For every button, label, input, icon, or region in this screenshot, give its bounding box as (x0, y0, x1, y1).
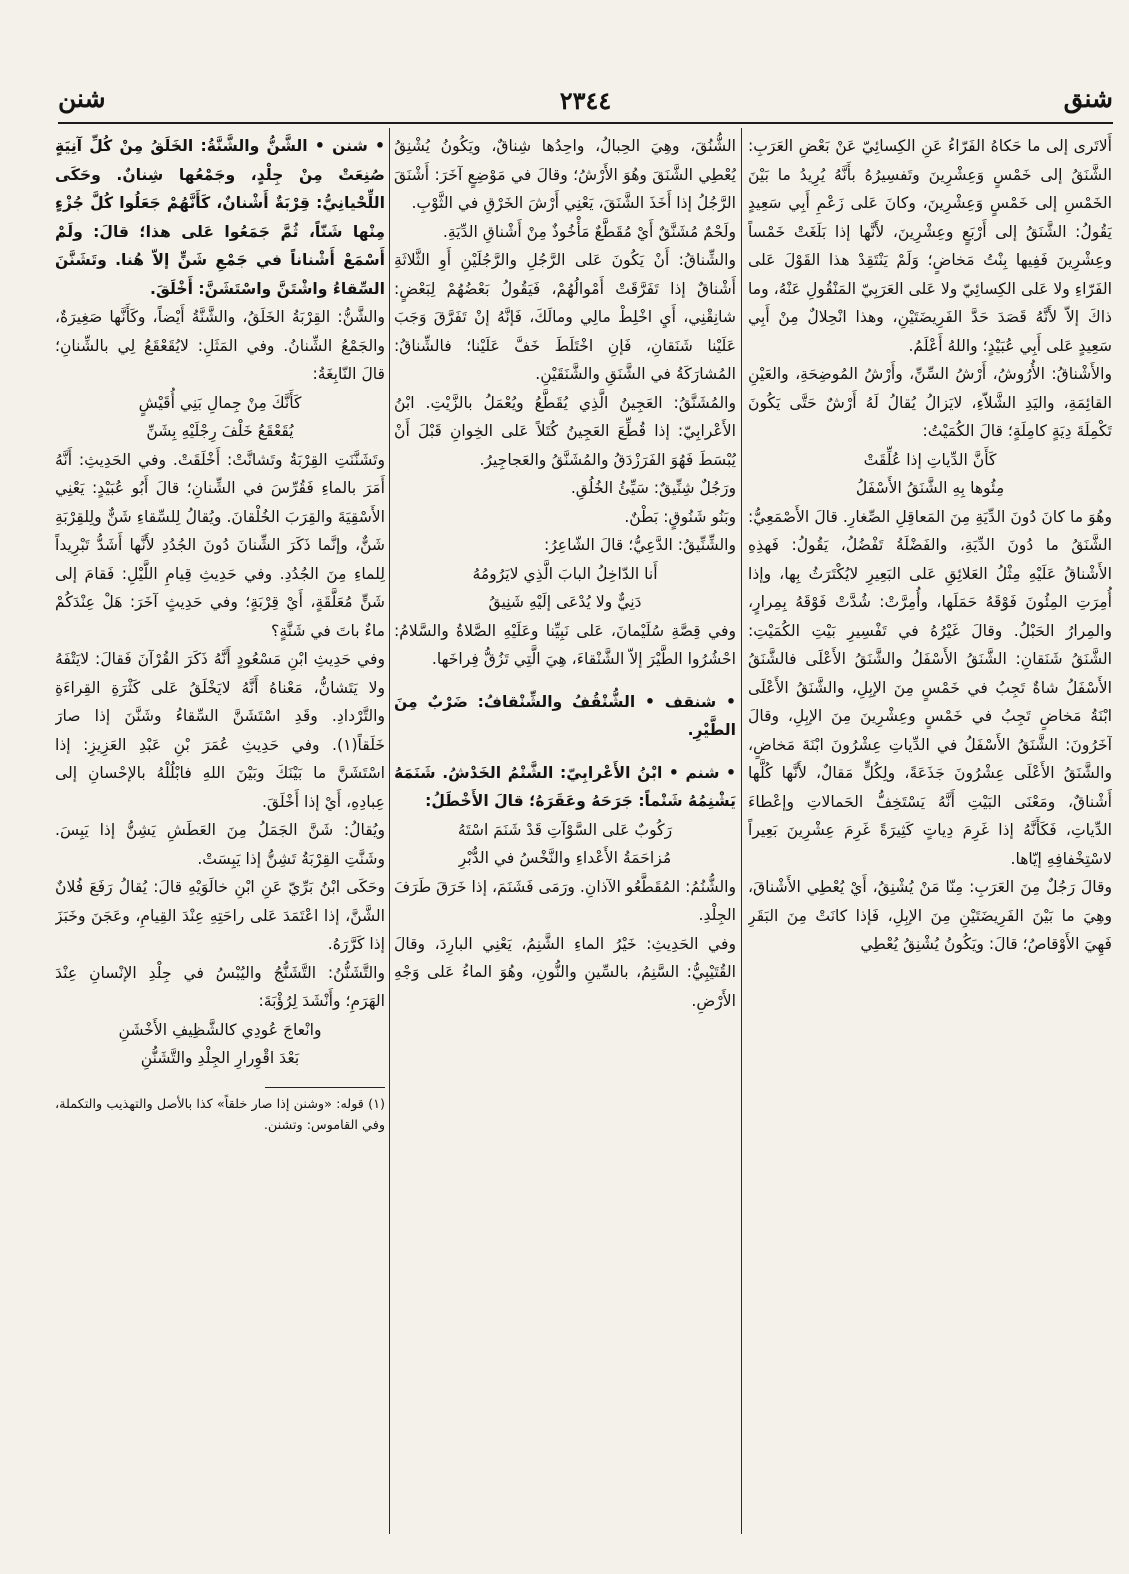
paragraph: الشُّنُقَ، وهِيَ الحِبالُ، واحِدُها شِناقٌ، ويَكُونُ يُشْنِقُ يُعْطِي الشَّنَقَ وهُوَ الأَرْشُ؛ وقالَ في مَوْضِعٍ آخَرَ: أَشْنَقَ الرَّجُلُ إذا أَخَذَ الشَّنَقَ، يَعْنِي أَرْشَ الخَرْقِ في الثَّوْبِ. (394, 137, 736, 212)
verse-line: بَعْدَ اقْوِرارِ الجِلْدِ والتَّشَنُّنِ (140, 1049, 300, 1067)
header-right-word: شنق (1063, 84, 1113, 113)
verse-line: كَأَنَّ الدِّياتِ إذا عُلِّقَتْ (863, 450, 997, 469)
verse-line: يُقَعْقَعُ خَلْفَ رِجْلَيْهِ بِشَنِّ (146, 422, 294, 440)
paragraph: والشِّنِّيقُ: الدَّعِيُّ؛ قالَ الشّاعِرُ: (543, 536, 736, 554)
verse-line: مِئُوها بِهِ الشَّنَقُ الأَسْفَلُ (855, 479, 1005, 497)
paragraph: ورَجُلٌ شِنِّيقٌ: سَيِّئُ الخُلُقِ. (570, 479, 736, 497)
entry-shnm: • شنم • ابْنُ الأَعْرابِيّ: الشَّنْمُ الخَدْشُ. شَنَمَهُ يَشْنِمُهُ شَنْماً: جَرَحَهُ وعَقَرَهُ؛ قالَ الأَخْطَلُ: (394, 763, 736, 810)
paragraph: وحَكَى ابْنُ بَرِّيّ عَنِ ابْنِ خالَوَيْهِ قالَ: يُقالُ رَفَعَ فُلانٌ الشَّنَّ، إذا اعْتَمَدَ عَلى راحَتِهِ عِنْدَ القِيامِ، وعَجَنَ وخَبَزَ إذا كَرَّرَهُ. (55, 878, 385, 953)
paragraph: وفي حَدِيثِ ابْنِ مَسْعُودٍ أَنَّهُ ذَكَرَ القُرْآنَ فَقالَ: لايَتْفَهُ ولا يَتَشانُّ، مَعْناهُ أَنَّهُ لايَخْلَقُ عَلى كَثْرَةِ القِراءَةِ والتَّرْدادِ. وقَدِ اسْتَشَنَّ السِّقاءُ وشَنَّنَ إذا صارَ خَلَقاً(١). وفي حَدِيثِ عُمَرَ بْنِ عَبْدِ العَزِيزِ: إذا اسْتَشَنَّ ما بَيْنَكَ وبَيْنَ اللهِ فابْلُلْهُ بالإحْسانِ إلى عِبادِهِ، أَيْ إذا أَخْلَقَ. (55, 650, 385, 811)
paragraph: والشَّنُّ: القِرْبَةُ الخَلَقُ، والشَّنَّةُ أَيْضاً، وكَأَنَّها صَغِيرَةٌ، والجَمْعُ الشِّنانُ. وفي المَثَلِ: لايُقَعْقَعُ لِي بالشِّنانِ؛ قالَ النّابِغَةُ: (55, 308, 385, 383)
paragraph: وفي الحَدِيثِ: خَيْرُ الماءِ الشَّنِمُ، يَعْنِي البارِدَ، وقالَ القُتَيْبِيُّ: السَّنِمُ، بالسِّينِ والنُّونِ، وهُوَ الماءُ عَلى وَجْهِ الأَرْضِ. (394, 934, 736, 1010)
verse-line: رَكُوبٌ عَلى السَّوْآتِ قَدْ شَنَمَ اسْتَهُ (457, 820, 673, 839)
paragraph: ويُقالُ: شَنَّ الجَمَلُ مِنَ العَطَشِ يَشِنُّ إذا يَبِسَ. وشَنَّتِ القِرْبَةُ تَشِنُّ إذا يَبِسَتْ. (55, 821, 385, 868)
paragraph: وتَشَنَّنَتِ القِرْبَةُ وتَشانَّتْ: أَخْلَقَتْ. وفي الحَدِيثِ: أَنَّهُ أَمَرَ بالماءِ فَقُرِّسَ في الشِّنانِ؛ قالَ أَبُو عُبَيْدٍ: يَعْنِي الأَسْقِيَةَ والقِرَبَ الخُلْقانَ. ويُقالُ لِلسِّقاءِ شَنٌّ ولِلقِرْبَةِ شَنٌّ، وإنَّما ذَكَرَ الشِّنانَ دُونَ الجُدُدِ لأَنَّها أَشَدُّ تَبْرِيداً لِلماءِ مِنَ الجُدُدِ. وفي حَدِيثِ قِيامِ اللَّيْلِ: فَقامَ إلى شَنٍّ مُعَلَّقَةٍ، أَيْ قِرْبَةٍ؛ وفي حَدِيثٍ آخَرَ: هَلْ عِنْدَكُمْ ماءٌ باتَ في شَنَّةٍ؟ (55, 450, 385, 640)
paragraph: والأَشْناقُ: الأُرُوشُ، أَرْشُ السِّنِّ، وأَرْشُ المُوضِحَةِ، والعَيْنِ القائِمَةِ، واليَدِ الشَّلاّءِ، لايَزالُ يُقالُ لَهُ أَرْشٌ حَتَّى يَكُونَ تَكْمِلَةَ دِيَةٍ كامِلَةٍ؛ قالَ الكُمَيْتُ: (748, 365, 1112, 440)
column-middle (394, 132, 736, 1534)
column-divider (741, 128, 742, 1534)
verse-line: وانْعاجَ عُودِي كالشَّظِيفِ الأَخْشَنِ (118, 1020, 322, 1039)
paragraph: أَلاتَرى إلى ما حَكاهُ الفَرّاءُ عَنِ الكِسائِيّ عَنْ بَعْضِ العَرَبِ: الشَّنَقُ إلى خَمْسٍ وَعِشْرِينَ وتَفسِيرُهُ بأَنَّهُ يُرِيدُ ما بَيْنَ الخَمْسِ إلى خَمْسٍ وَعِشْرِينَ، وكانَ عَلى زَعْمِ أَبِي سَعِيدٍ يَقُولُ: الشَّنَقُ إلى أَرْبَعٍ وعِشْرِينَ، لأَنَّها إذا بَلَغَتْ خَمْساً وعِشْرِينَ فَفِيها بِنْتُ مَخاضٍ؛ وَلَمْ يَنْتَقِدْ هذا القَوْلَ عَلى الفَرّاءِ ولا عَلى الكِسائِيّ ولا عَلى العَرَبِيّ المَنْقُولِ عَنْهُ، وما ذاكَ إلاّ لأَنَّهُ قَصَدَ حَدَّ الفَرِيضَتَيْنِ، وهذا انْحِلالٌ مِنْ أَبِي سَعِيدٍ عَلى أَبِي عُبَيْدٍ؛ واللهُ أَعْلَمُ. (748, 137, 1112, 355)
paragraph: والشُّنُمُ: المُقَطَّعُو الآذانِ. ورَمَى فَشَنَمَ، إذا خَرَقَ طَرَفَ الجِلْدِ. (394, 877, 736, 924)
verse-line: مُزاحَمَةُ الأَعْداءِ والنَّخْسُ في الدُّبْرِ (458, 849, 672, 867)
footnote: (١) قوله: «وشنن إذا صار خلقاً» كذا بالأصل والتهذيب والتكملة، وفي القاموس: وتشنن. (55, 1096, 385, 1133)
column-right (748, 132, 1112, 1534)
header-rule (58, 122, 1113, 124)
verse-line: أَنا الدّاخِلُ البابَ الَّذِي لايَرُومُهُ (472, 564, 658, 583)
entry-shnqf: • شنقف • الشُّنْقُفُ والشِّنْقافُ: ضَرْبٌ مِنَ الطَّيْرِ. (394, 692, 736, 739)
verse-line: دَنِيٌّ ولا يُدْعَى إلَيْهِ شَنِيقُ (488, 593, 642, 611)
page-number: ٢٣٤٤ (559, 86, 612, 115)
paragraph: وبَنُو شَنُوقٍ: بَطْنٌ. (624, 507, 736, 526)
paragraph: ولَحْمٌ مُشَنَّقٌ أَيْ مُقَطَّعٌ مَأْخُوذٌ مِنْ أَشْناقِ الدِّيَةِ. (442, 222, 736, 241)
entry-shnn: • شنن • الشَّنُّ والشَّنَّةُ: الخَلَقُ مِنْ كُلِّ آنِيَةٍ صُنِعَتْ مِنْ جِلْدٍ، وجَمْعُها شِنانٌ. وحَكَى اللِّحْيانِيُّ: قِرْبَةٌ أَشْنانٌ، كَأَنَّهُمْ جَعَلُوا كُلَّ جُزْءٍ مِنْها شَنّاً، ثُمَّ جَمَعُوا عَلى هذا؛ قالَ: ولَمْ أَسْمَعْ أَشْناناً في جَمْعِ شَنٍّ إلاّ هُنا. وتَشَنَّنَ السِّقاءُ واشْتَنَّ واسْتَشَنَّ: أَخْلَقَ. (55, 137, 385, 298)
paragraph: والشِّناقُ: أَنْ يَكُونَ عَلى الرَّجُلِ والرَّجُلَيْنِ أَوِ الثَّلاثَةِ أَشْناقٌ إذا تَفَرَّقَتْ أَمْوالُهُمْ، فَيَقُولُ بَعْضُهُمْ لِبَعْضٍ: شانِقْنِي، أَيِ اخْلِطْ مالِي ومالَكَ، فَإنَّهُ إنْ تَفَرَّقَ وَجَبَ عَلَيْنا شَنَقانِ، فَإنِ اخْتَلَطَ خَفَّ عَلَيْنا؛ فالشِّناقُ: المُشارَكَةُ في الشَّنَقِ والشَّنَقَيْنِ. (394, 251, 736, 383)
footnote-rule (265, 1087, 385, 1088)
paragraph: والتَّشَنُّنُ: التَّشَنُّجُ واليُبْسُ في جِلْدِ الإنْسانِ عِنْدَ الهَرَمِ؛ وأَنْشَدَ لِرُؤْبَةَ: (55, 963, 385, 1010)
header-left-word: شنن (58, 84, 106, 113)
column-divider (389, 128, 390, 1534)
column-left (55, 132, 385, 1534)
paragraph: والمُشَنَّقُ: العَجِينُ الَّذِي يُقَطَّعُ ويُعْمَلُ بالزَّيْتِ. ابْنُ الأَعْرابِيّ: إذا قُطِّعَ العَجِينُ كُتَلاً عَلى الخِوانِ قَبْلَ أَنْ يُبْسَطَ فَهُوَ الفَرَزْدَقُ والمُشَنَّقُ والعَجاجِيرُ. (394, 393, 736, 469)
page-header (58, 80, 1113, 124)
paragraph: وقالَ رَجُلٌ مِنَ العَرَبِ: مِنّا مَنْ يُشْنِقُ، أَيْ يُعْطِي الأَشْناقَ، وهِيَ ما بَيْنَ الفَرِيضَتَيْنِ مِنَ الإبِلِ، فَإذا كانَتْ مِنَ البَقَرِ فَهِيَ الأَوْقاصُ؛ قالَ: ويَكُونُ يُشْنِقُ يُعْطِي (748, 878, 1112, 953)
paragraph: وهُوَ ما كانَ دُونَ الدِّيَةِ مِنَ المَعاقِلِ الصِّغارِ. قالَ الأَصْمَعِيُّ: الشَّنَقُ ما دُونَ الدِّيَةِ، والفَضْلَةُ تَفْضُلُ، يَقُولُ: فَهذِهِ الأَشْناقُ عَلَيْهِ مِثْلُ العَلائِقِ عَلى البَعِيرِ لايُكْتَرَثُ بِها، وإذا أُمِرَتِ المِئُونَ فَوْقَهُ حَمَلَها، وأُمِرَّتْ: شُدَّتْ فَوْقَهُ بِمِرارٍ، والمِرارُ الحَبْلُ. وقالَ غَيْرُهُ في تَفْسِيرِ بَيْتِ الكُمَيْتِ: الشَّنَقُ شَنَقانِ: الشَّنَقُ الأَسْفَلُ والشَّنَقُ الأَعْلَى فالشَّنَقُ الأَسْفَلُ شاةٌ تَجِبُ في خَمْسٍ مِنَ الإبِلِ، والشَّنَقُ الأَعْلَى ابْنَةُ مَخاضٍ تَجِبُ في خَمْسٍ وعِشْرِينَ مِنَ الإبِلِ، وقالَ آخَرُونَ: الشَّنَقُ الأَسْفَلُ في الدِّياتِ عِشْرُونَ ابْنَةَ مَخاضٍ، والشَّنَقُ الأَعْلَى عِشْرُونَ جَذَعَةً، ولِكُلٍّ مَقالٌ، لأَنَّها كُلَّها أَشْناقٌ، ومَعْنَى البَيْتِ أَنَّهُ يَسْتَخِفُّ الحَمالاتِ وإعْطاءَ الدِّياتِ، فَكَأَنَّهُ إذا غَرِمَ دِياتٍ كَثِيرَةً غَرِمَ عِشْرِينَ بَعِيراً لاسْتِخْفافِهِ إيّاها. (748, 507, 1112, 868)
paragraph: وفي قِصَّةِ سُلَيْمانَ، عَلى نَبِيِّنا وعَلَيْهِ الصَّلاةُ والسَّلامُ: احْشُرُوا الطَّيْرَ إلاّ الشَّنْقاءَ، هِيَ الَّتِي تَزُقُّ فِراخَها. (394, 621, 736, 668)
verse-line: كَأَنَّكَ مِنْ جِمالِ بَنِي أُقَيْشٍ (138, 393, 302, 412)
